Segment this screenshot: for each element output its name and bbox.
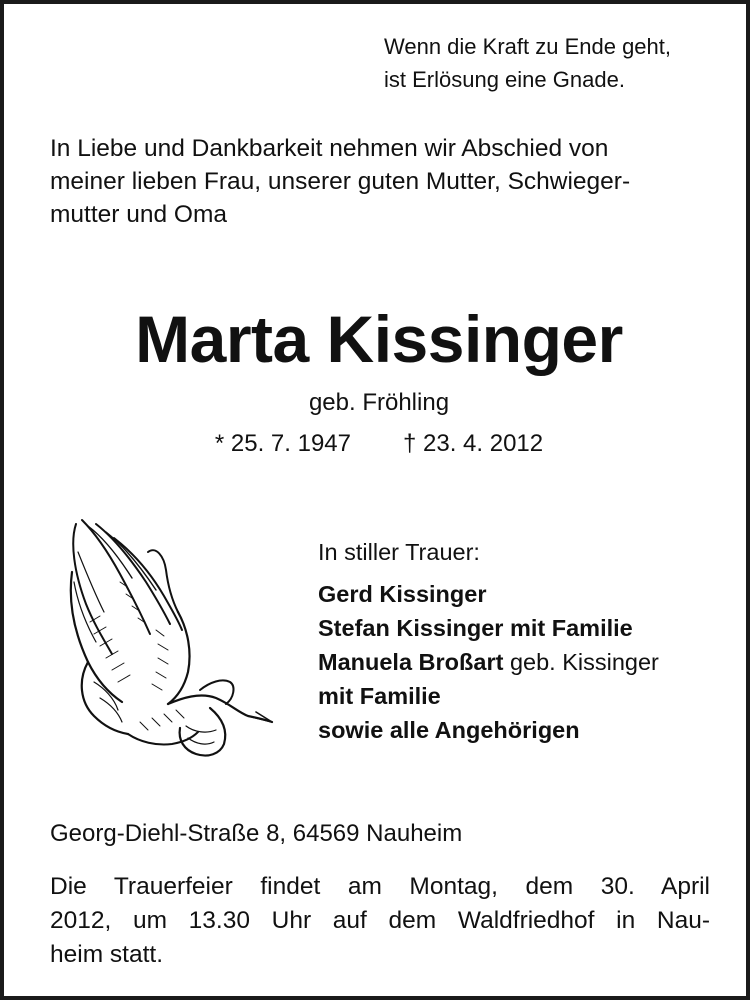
death-date: † 23. 4. 2012 xyxy=(403,430,544,457)
intro-line: In Liebe und Dankbarkeit nehmen wir Abschied von xyxy=(50,135,609,162)
address: Georg-Diehl-Straße 8, 64569 Nauheim xyxy=(50,820,463,847)
mourners-list xyxy=(318,535,728,747)
mourner-name: sowie alle Angehörigen xyxy=(318,717,580,743)
mourner-birth-name: geb. Kissinger xyxy=(503,649,659,675)
birth-date: * 25. 7. 1947 xyxy=(214,430,351,457)
motto-line: ist Erlösung eine Gnade. xyxy=(384,67,625,92)
motto-line: Wenn die Kraft zu Ende geht, xyxy=(384,34,671,59)
mourner-name: Stefan Kissinger mit Familie xyxy=(318,615,633,641)
mourner-entry xyxy=(318,645,728,679)
mourner-name: Gerd Kissinger xyxy=(318,581,487,607)
intro-text xyxy=(50,132,710,231)
funeral-line: heim statt. xyxy=(50,941,164,968)
motto xyxy=(384,30,671,96)
birth-name: geb. Fröhling xyxy=(308,389,450,416)
mourners-label: In stiller Trauer: xyxy=(318,539,480,565)
mourner-name: mit Familie xyxy=(318,683,441,709)
intro-line: meiner lieben Frau, unserer guten Mutter, Schwieger- xyxy=(50,168,631,195)
mourner-name: Manuela Broßart xyxy=(318,649,504,675)
funeral-notice xyxy=(50,870,714,972)
funeral-line: Die Trauerfeier findet am Montag, dem 30. April xyxy=(50,873,710,900)
intro-line: mutter und Oma xyxy=(50,201,228,228)
life-dates xyxy=(4,428,750,460)
praying-hands-icon xyxy=(60,512,280,762)
deceased-name: Marta Kissinger xyxy=(135,302,623,376)
funeral-line: 2012, um 13.30 Uhr auf dem Waldfriedhof in Nau- xyxy=(50,907,710,934)
